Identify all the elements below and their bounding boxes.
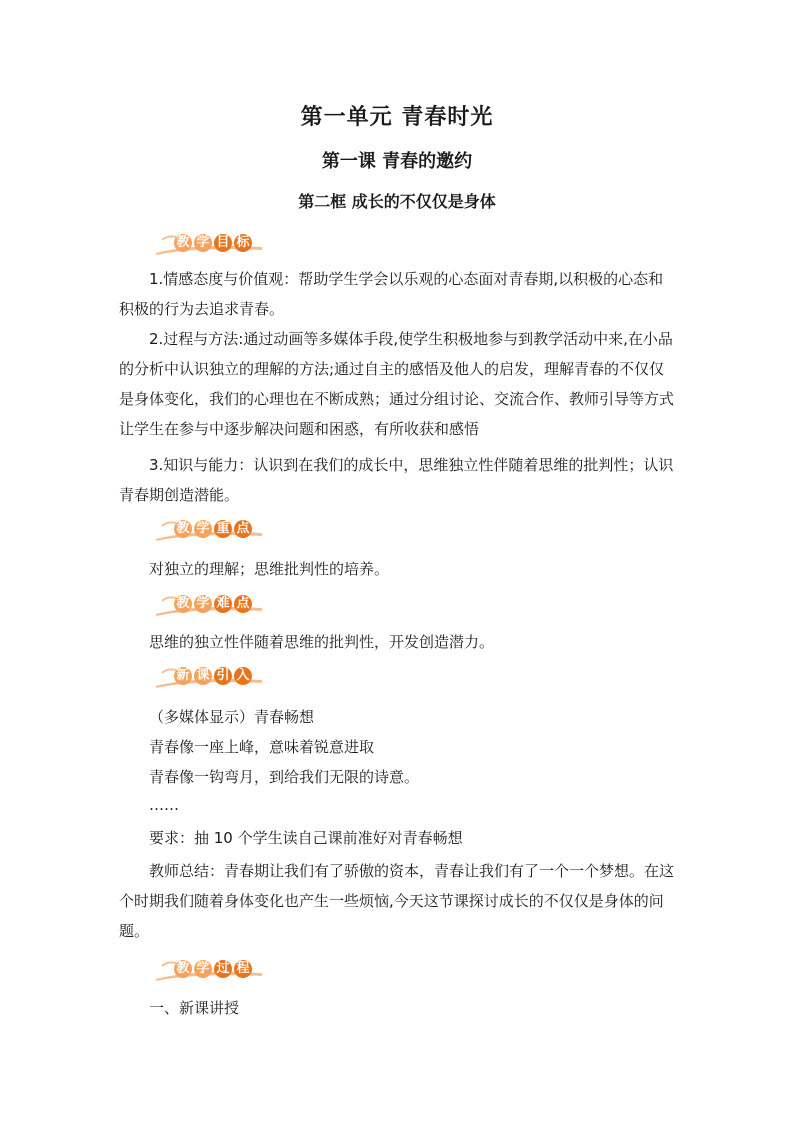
section-heading-objectives [154, 231, 264, 257]
intro-line-1: （多媒体显示）青春畅想 [149, 708, 315, 726]
heading-char: 过 [214, 960, 232, 978]
unit-title: 第一单元 青春时光 [300, 105, 494, 130]
section-heading-process [154, 957, 264, 983]
difficulties-text: 思维的独立性伴随着思维的批判性，开发创造潜力。 [149, 633, 495, 651]
heading-char: 新 [174, 667, 192, 685]
heading-char: 入 [234, 667, 252, 685]
heading-char: 重 [214, 520, 232, 538]
key-points-text: 对独立的理解；思维批判性的培养。 [149, 560, 390, 578]
objective-item-1: 1.情感态度与价值观：帮助学生学会以乐观的心态面对青春期,以积极的心态和积极的行为去追求青春。 [119, 270, 664, 318]
heading-char: 学 [194, 520, 212, 538]
intro-ellipsis: …… [149, 796, 179, 814]
section-heading-key-points [154, 517, 264, 543]
heading-char: 教 [174, 234, 192, 252]
heading-char: 引 [214, 667, 232, 685]
heading-char: 教 [174, 960, 192, 978]
section-heading-difficulties [154, 592, 264, 618]
lesson-title: 第一课 青春的邀约 [321, 151, 473, 172]
heading-char: 目 [214, 234, 232, 252]
intro-requirement: 要求：抽 10 个学生读自己课前准好对青春畅想 [149, 829, 463, 847]
intro-line-2: 青春像一座上峰，意味着锐意进取 [149, 738, 375, 756]
heading-char: 教 [174, 520, 192, 538]
heading-char: 学 [194, 234, 212, 252]
frame-title: 第二框 成长的不仅仅是身体 [298, 192, 496, 211]
heading-char: 学 [194, 595, 212, 613]
heading-char: 程 [234, 960, 252, 978]
intro-line-3: 青春像一钩弯月，到给我们无限的诗意。 [149, 768, 420, 786]
heading-char: 难 [214, 595, 232, 613]
heading-char: 点 [234, 520, 252, 538]
heading-char: 教 [174, 595, 192, 613]
intro-summary: 教师总结：青春期让我们有了骄傲的资本，青春让我们有了一个一个梦想。在这个时期我们随着身体变化也产生一些烦恼,今天这节课探讨成长的不仅仅是身体的问题。 [119, 862, 675, 940]
objective-item-2: 2.过程与方法:通过动画等多媒体手段,使学生积极地参与到教学活动中来,在小品的分析中认识独立的理解的方法;通过自主的感悟及他人的启发，理解青春的不仅仅是身体变化，我们的心理也在不断成熟；通过分组讨论、交流合作、教师引导等方式让学生在参与中逐步解决问题和困惑，有所收获和感悟 [119, 330, 675, 438]
heading-char: 标 [234, 234, 252, 252]
section-heading-intro [154, 664, 264, 690]
heading-char: 点 [234, 595, 252, 613]
objective-item-3: 3.知识与能力：认识到在我们的成长中，思维独立性伴随着思维的批判性；认识青春期创造潜能。 [119, 456, 674, 504]
heading-char: 学 [194, 960, 212, 978]
process-first-heading: 一、新课讲授 [149, 999, 240, 1017]
heading-char: 课 [194, 667, 212, 685]
